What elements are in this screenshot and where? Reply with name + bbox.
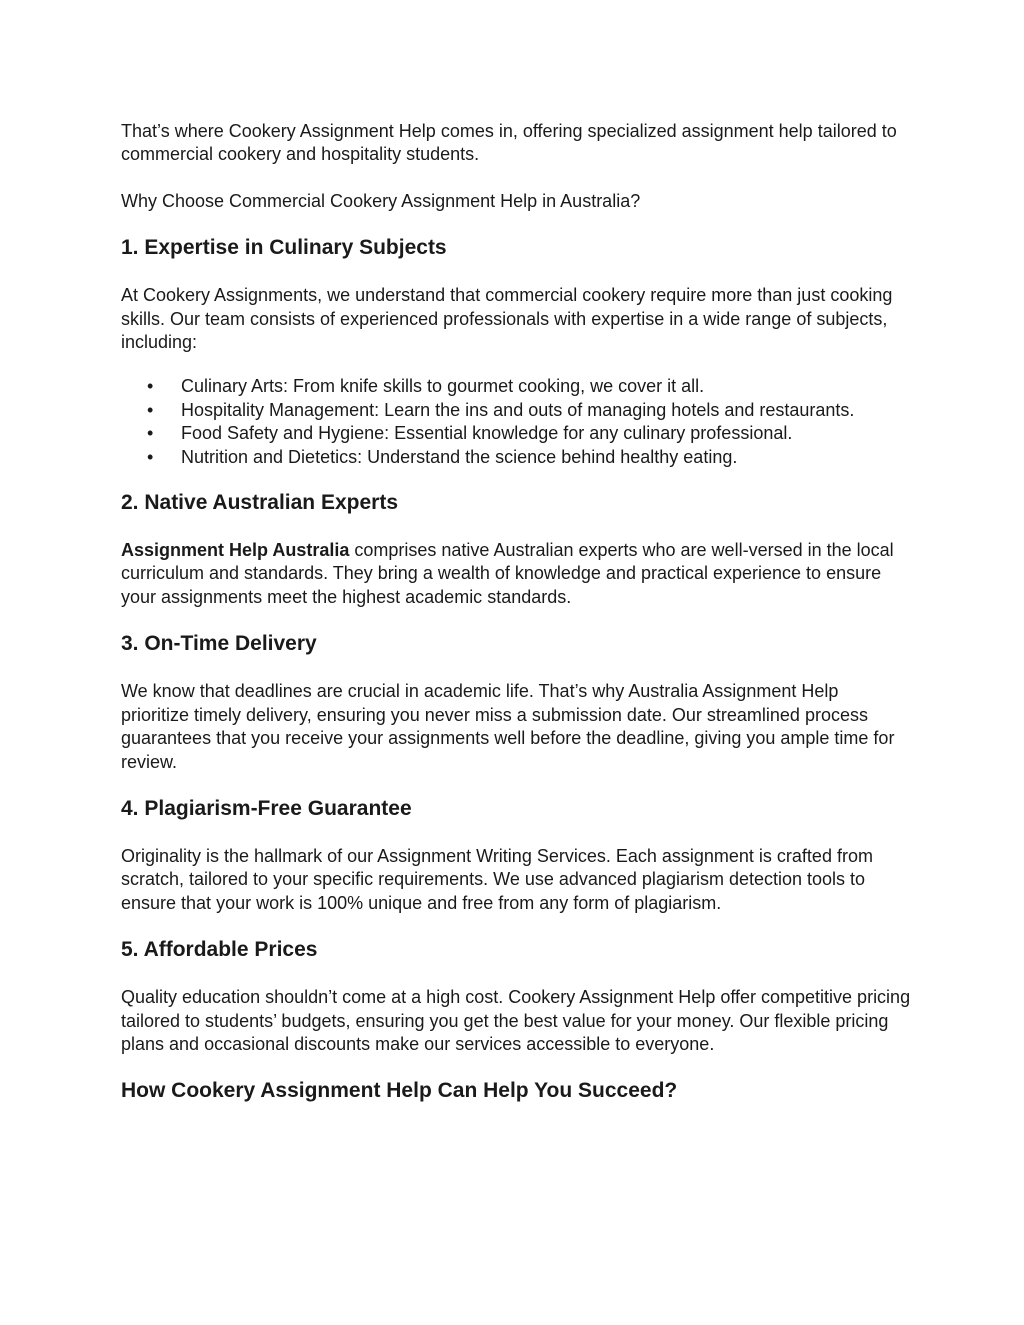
section-heading-on-time: 3. On-Time Delivery [121,632,317,656]
list-item-text: Culinary Arts: From knife skills to gourmet cooking, we cover it all. [181,376,705,397]
document-page [121,120,911,1104]
bullet-icon: • [147,399,154,420]
section-body-plagiarism: Originality is the hallmark of our Assignment Writing Services. Each assignment is crafted from scratch, tailored to your specific requirements. We use advanced plagiarism detection tools to ensure that your work is 100% unique and free from any form of plagiarism. [121,845,873,913]
section-body-expertise: At Cookery Assignments, we understand that commercial cookery require more than just cooking skills. Our team consists of experienced professionals with expertise in a wide range of subjects, including: [121,285,893,353]
section-body-on-time: We know that deadlines are crucial in academic life. That’s why Australia Assignment Help prioritize timely delivery, ensuring you never miss a submission date. Our streamlined process guarantees that you receive your assignments well before the deadline, giving you ample time for review. [121,681,895,772]
section-heading-native-experts: 2. Native Australian Experts [121,491,398,515]
section-heading-expertise: 1. Expertise in Culinary Subjects [121,236,447,260]
list-item-text: Hospitality Management: Learn the ins and outs of managing hotels and restaurants. [181,399,855,420]
section-heading-plagiarism: 4. Plagiarism-Free Guarantee [121,796,412,820]
section-body-text: comprises native Australian experts who are well-versed in the local curriculum and standards. They bring a wealth of knowledge and practical experience to ensure your assignments meet the highest academic standards. [121,540,894,607]
intro-paragraph: That’s where Cookery Assignment Help comes in, offering specialized assignment help tailored to commercial cookery and hospitality students. [121,121,897,165]
list-item-text: Food Safety and Hygiene: Essential knowledge for any culinary professional. [181,423,793,444]
bullet-icon: • [147,423,154,444]
list-item [121,446,911,469]
list-item [121,399,911,422]
why-question: Why Choose Commercial Cookery Assignment Help in Australia? [121,190,641,211]
section-body-prices: Quality education shouldn’t come at a high cost. Cookery Assignment Help offer competitive pricing tailored to students’ budgets, ensuring you get the best value for your money. Our flexible pricing plans and occasional discounts make our services accessible to everyone. [121,987,911,1054]
subjects-list [121,375,911,469]
list-item [121,422,911,445]
section-heading-prices: 5. Affordable Prices [121,938,318,962]
section-body-native-experts [121,539,911,609]
list-item-text: Nutrition and Dietetics: Understand the science behind healthy eating. [181,446,738,467]
bold-phrase: Assignment Help Australia [121,540,350,561]
final-heading: How Cookery Assignment Help Can Help You Succeed? [121,1079,678,1103]
bullet-icon: • [147,376,154,397]
bullet-icon: • [147,446,154,467]
list-item [121,375,911,398]
